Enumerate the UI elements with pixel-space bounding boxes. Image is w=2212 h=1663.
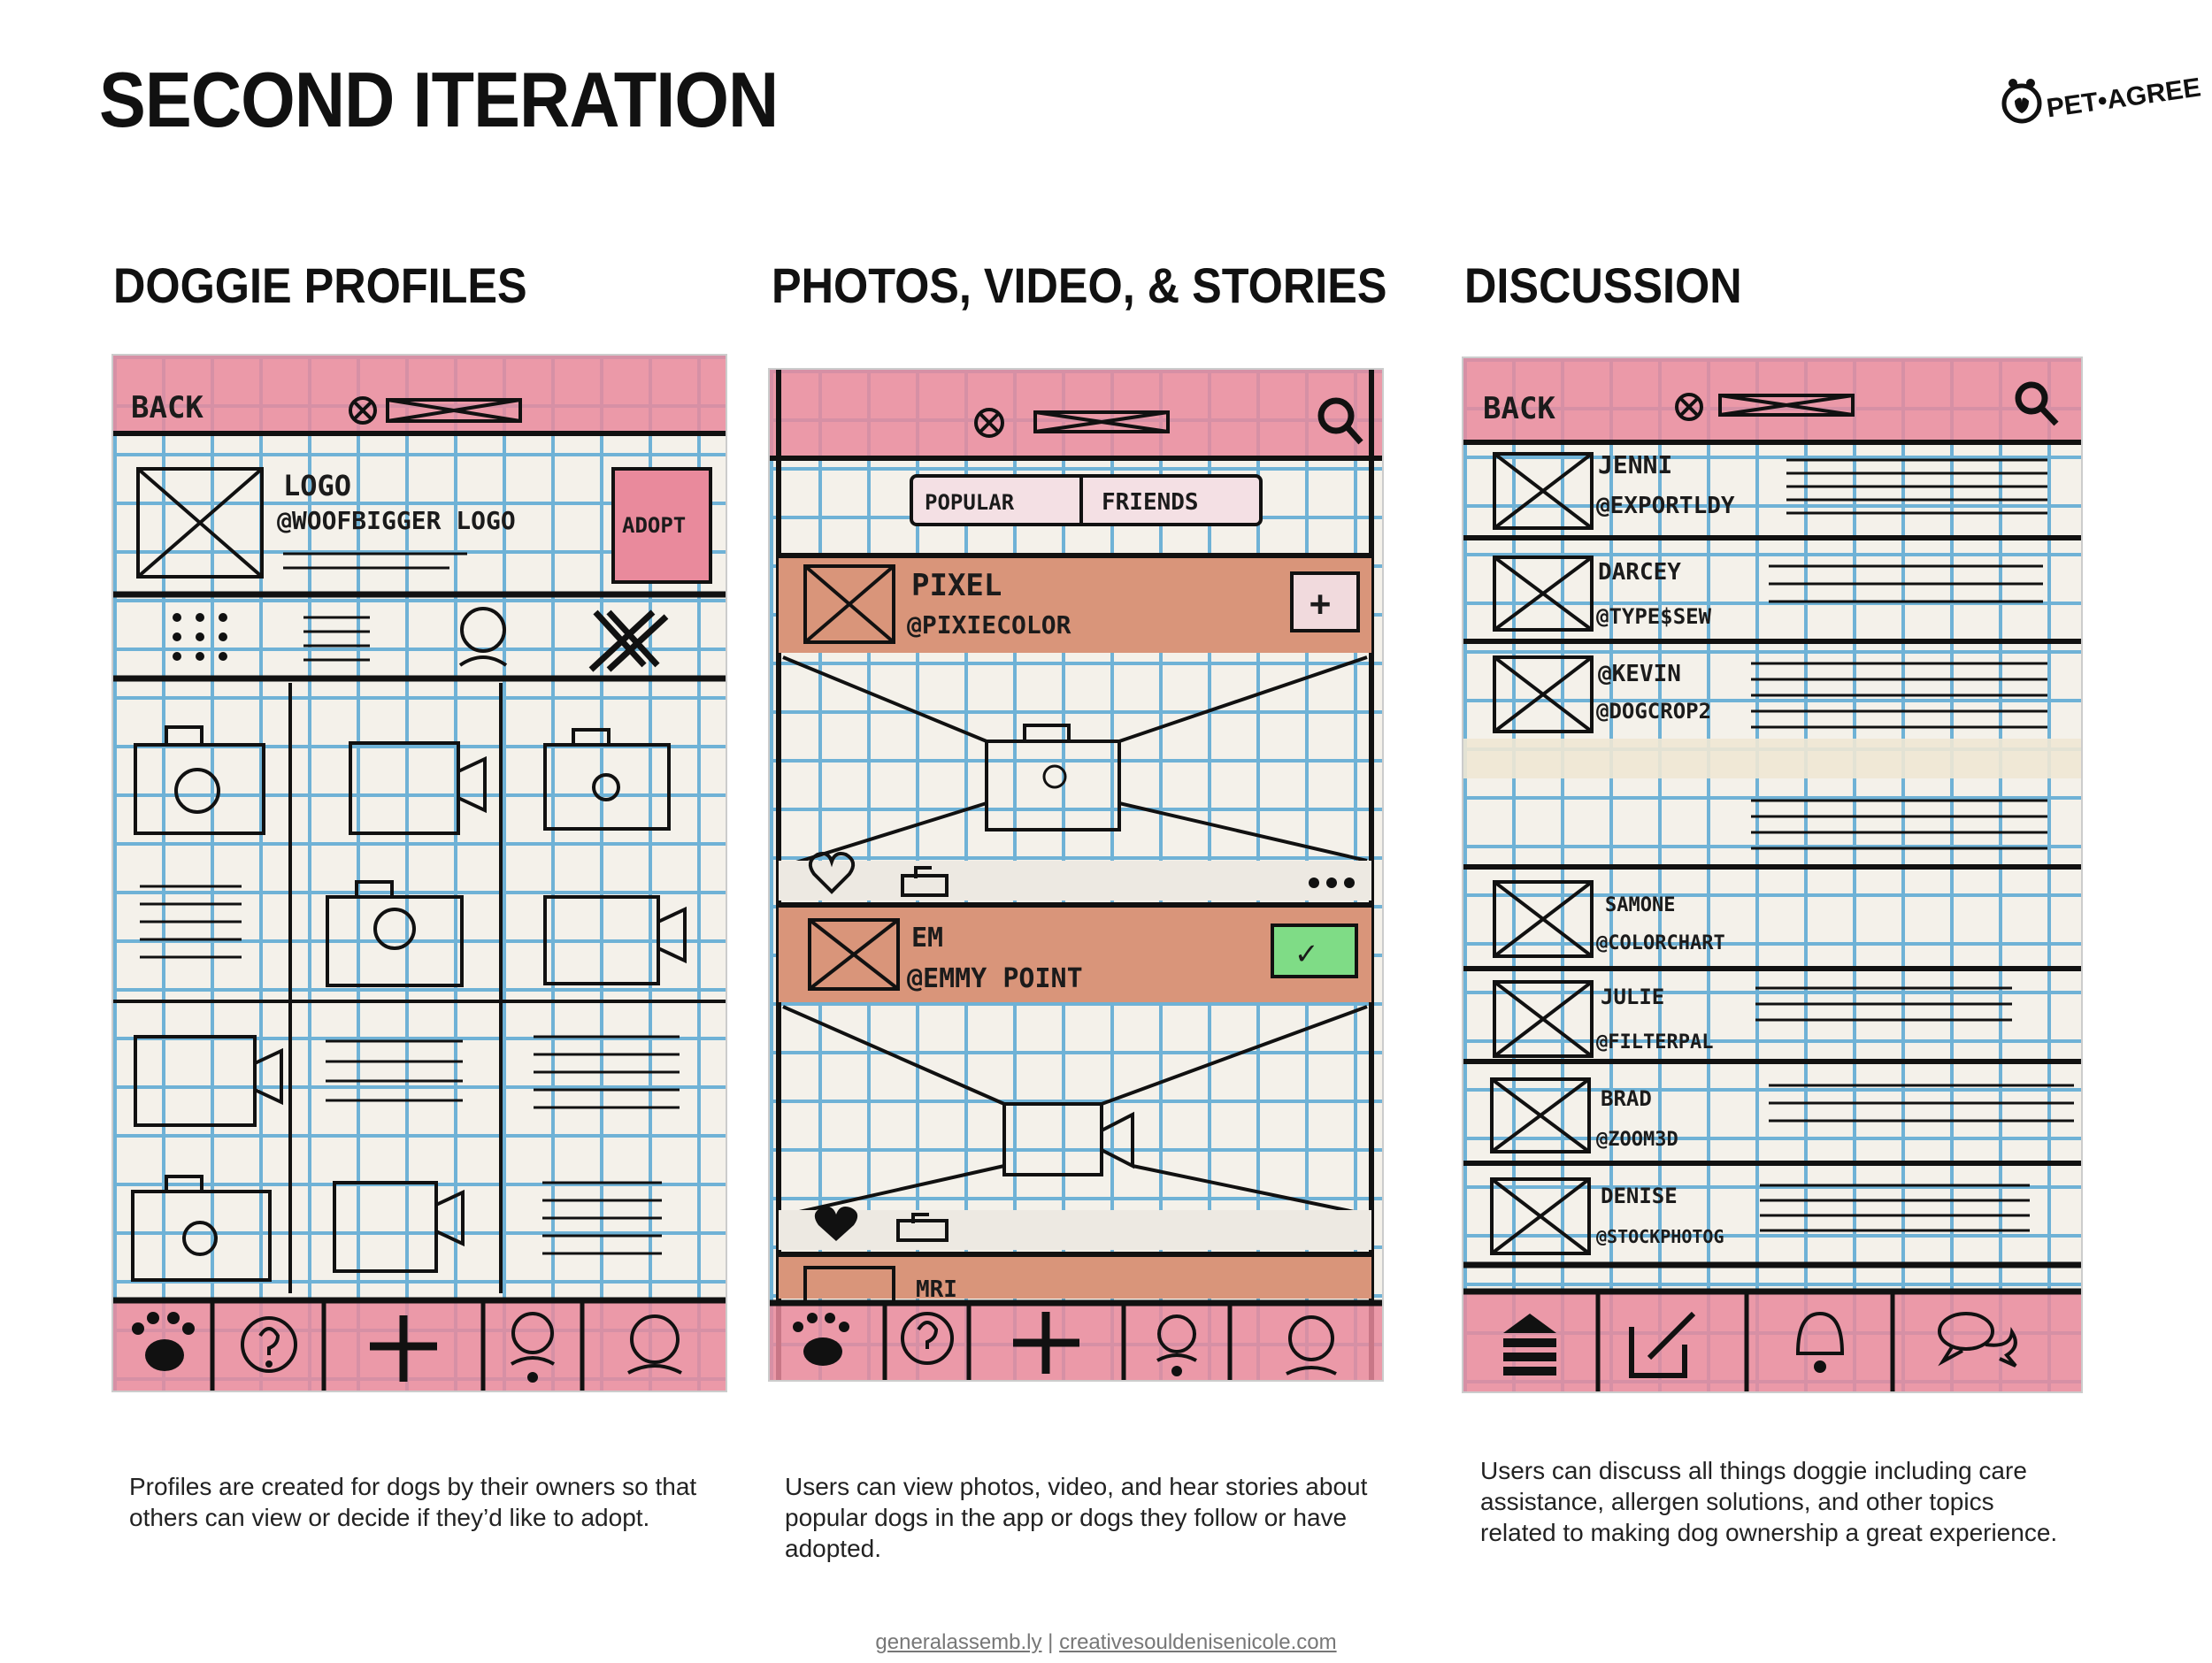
back-button[interactable]: BACK: [131, 390, 204, 425]
sketch-photos-video-stories: [770, 370, 1382, 1380]
back-button[interactable]: BACK: [1483, 391, 1555, 426]
discussion-thread[interactable]: [1494, 882, 1725, 956]
footer-separator: |: [1041, 1630, 1060, 1654]
thread-author-handle: @DOGCROP2: [1596, 699, 1712, 724]
thread-author-name: @KEVIN: [1598, 661, 1681, 687]
photo-thumbnail-camera-icon[interactable]: [545, 730, 669, 829]
discussion-thread[interactable]: [1494, 982, 2012, 1056]
section-title-photos-video-stories: PHOTOS, VIDEO, & STORIES: [772, 257, 1387, 313]
post-author-name: EM: [911, 923, 944, 954]
paw-heart-logo-icon: [2004, 79, 2039, 121]
footer-link-generalassembly[interactable]: generalassemb.ly: [875, 1630, 1042, 1654]
brand-logo: [1995, 64, 2203, 134]
video-thumbnail-icon[interactable]: [545, 897, 685, 984]
text-post-lines[interactable]: [326, 1041, 463, 1100]
video-thumbnail-icon[interactable]: [334, 1183, 463, 1271]
post-author-handle: @EMMY POINT: [907, 963, 1083, 994]
footer-link-creativesoul[interactable]: creativesouldenisenicole.com: [1059, 1630, 1337, 1654]
photo-thumbnail-camera-icon[interactable]: [133, 1176, 270, 1280]
thread-author-name: JULIE: [1601, 985, 1665, 1009]
thread-text-continuation: [1751, 801, 2047, 848]
camera-icon: [1044, 766, 1065, 787]
thread-author-handle: @ZOOM3D: [1596, 1129, 1678, 1151]
follow-label: +: [1310, 584, 1332, 625]
post-media-photo[interactable]: [783, 657, 1367, 865]
thread-author-handle: @TYPE$SEW: [1596, 604, 1712, 629]
profile-name: LOGO: [283, 469, 352, 502]
section-title-doggie-profiles: DOGGIE PROFILES: [113, 257, 527, 313]
profile-icon[interactable]: [460, 609, 506, 665]
discussion-thread[interactable]: [1492, 1079, 2074, 1152]
discussion-thread[interactable]: [1494, 557, 2043, 630]
profile-avatar: [138, 469, 262, 577]
page-title: SECOND ITERATION: [99, 56, 779, 143]
description-discussion: Users can discuss all things doggie including care assistance, allergen solutions, and other topics related to making dog ownership a great experience.: [1480, 1457, 2058, 1546]
grid-view-icon[interactable]: [173, 613, 227, 661]
text-post-lines[interactable]: [534, 1037, 680, 1107]
thread-author-name: SAMONE: [1605, 894, 1676, 916]
photo-thumbnail-camera-icon[interactable]: [327, 882, 462, 985]
sketch-discussion: [1463, 358, 2081, 1391]
tag-icon[interactable]: [591, 612, 666, 670]
brand-logo-text: PET•AGREE: [2044, 73, 2203, 124]
thread-author-handle: @COLORCHART: [1596, 932, 1725, 954]
video-thumbnail-icon[interactable]: [350, 743, 485, 833]
post-author-name: PIXEL: [911, 568, 1002, 603]
thread-author-handle: @FILTERPAL: [1596, 1031, 1714, 1054]
discussion-thread[interactable]: [1494, 657, 2047, 732]
adopt-label: ADOPT: [622, 513, 687, 538]
text-post-lines[interactable]: [140, 886, 242, 957]
description-doggie-profiles: Profiles are created for dogs by their owners so that others can view or decide if they’d like to adopt.: [129, 1473, 697, 1531]
sketch-doggie-profiles: [113, 356, 726, 1391]
thread-author-name: JENNI: [1598, 450, 1673, 479]
profile-handle: @WOOFBIGGER LOGO: [277, 506, 516, 535]
section-title-discussion: DISCUSSION: [1464, 257, 1742, 313]
post-header-pixel: [779, 556, 1371, 653]
thread-author-handle: @STOCKPHOTOG: [1596, 1226, 1724, 1247]
thread-author-name: DARCEY: [1598, 559, 1681, 586]
tab-friends[interactable]: FRIENDS: [1102, 489, 1199, 516]
thread-author-name: DENISE: [1601, 1184, 1678, 1208]
post-author-handle: @PIXIECOLOR: [907, 610, 1071, 640]
description-photos-video-stories: Users can view photos, video, and hear stories about popular dogs in the app or dogs they follow or have adopted.: [785, 1473, 1368, 1562]
post-author-name: MRI: [916, 1276, 957, 1303]
discussion-thread[interactable]: [1494, 450, 2047, 528]
more-icon[interactable]: [1309, 877, 1355, 888]
thread-author-name: BRAD: [1601, 1086, 1652, 1111]
list-view-icon[interactable]: [303, 617, 370, 660]
text-post-lines[interactable]: [542, 1183, 662, 1253]
photo-thumbnail-camera-icon[interactable]: [135, 727, 264, 833]
following-check-label: ✓: [1296, 933, 1317, 972]
video-thumbnail-icon[interactable]: [135, 1037, 281, 1125]
thread-author-handle: @EXPORTLDY: [1596, 493, 1735, 519]
tab-popular[interactable]: POPULAR: [925, 490, 1015, 515]
discussion-thread[interactable]: [1492, 1179, 2030, 1253]
footer: [0, 1630, 2212, 1655]
header-bar: [1463, 358, 2081, 442]
post-media-video[interactable]: [783, 1007, 1367, 1215]
